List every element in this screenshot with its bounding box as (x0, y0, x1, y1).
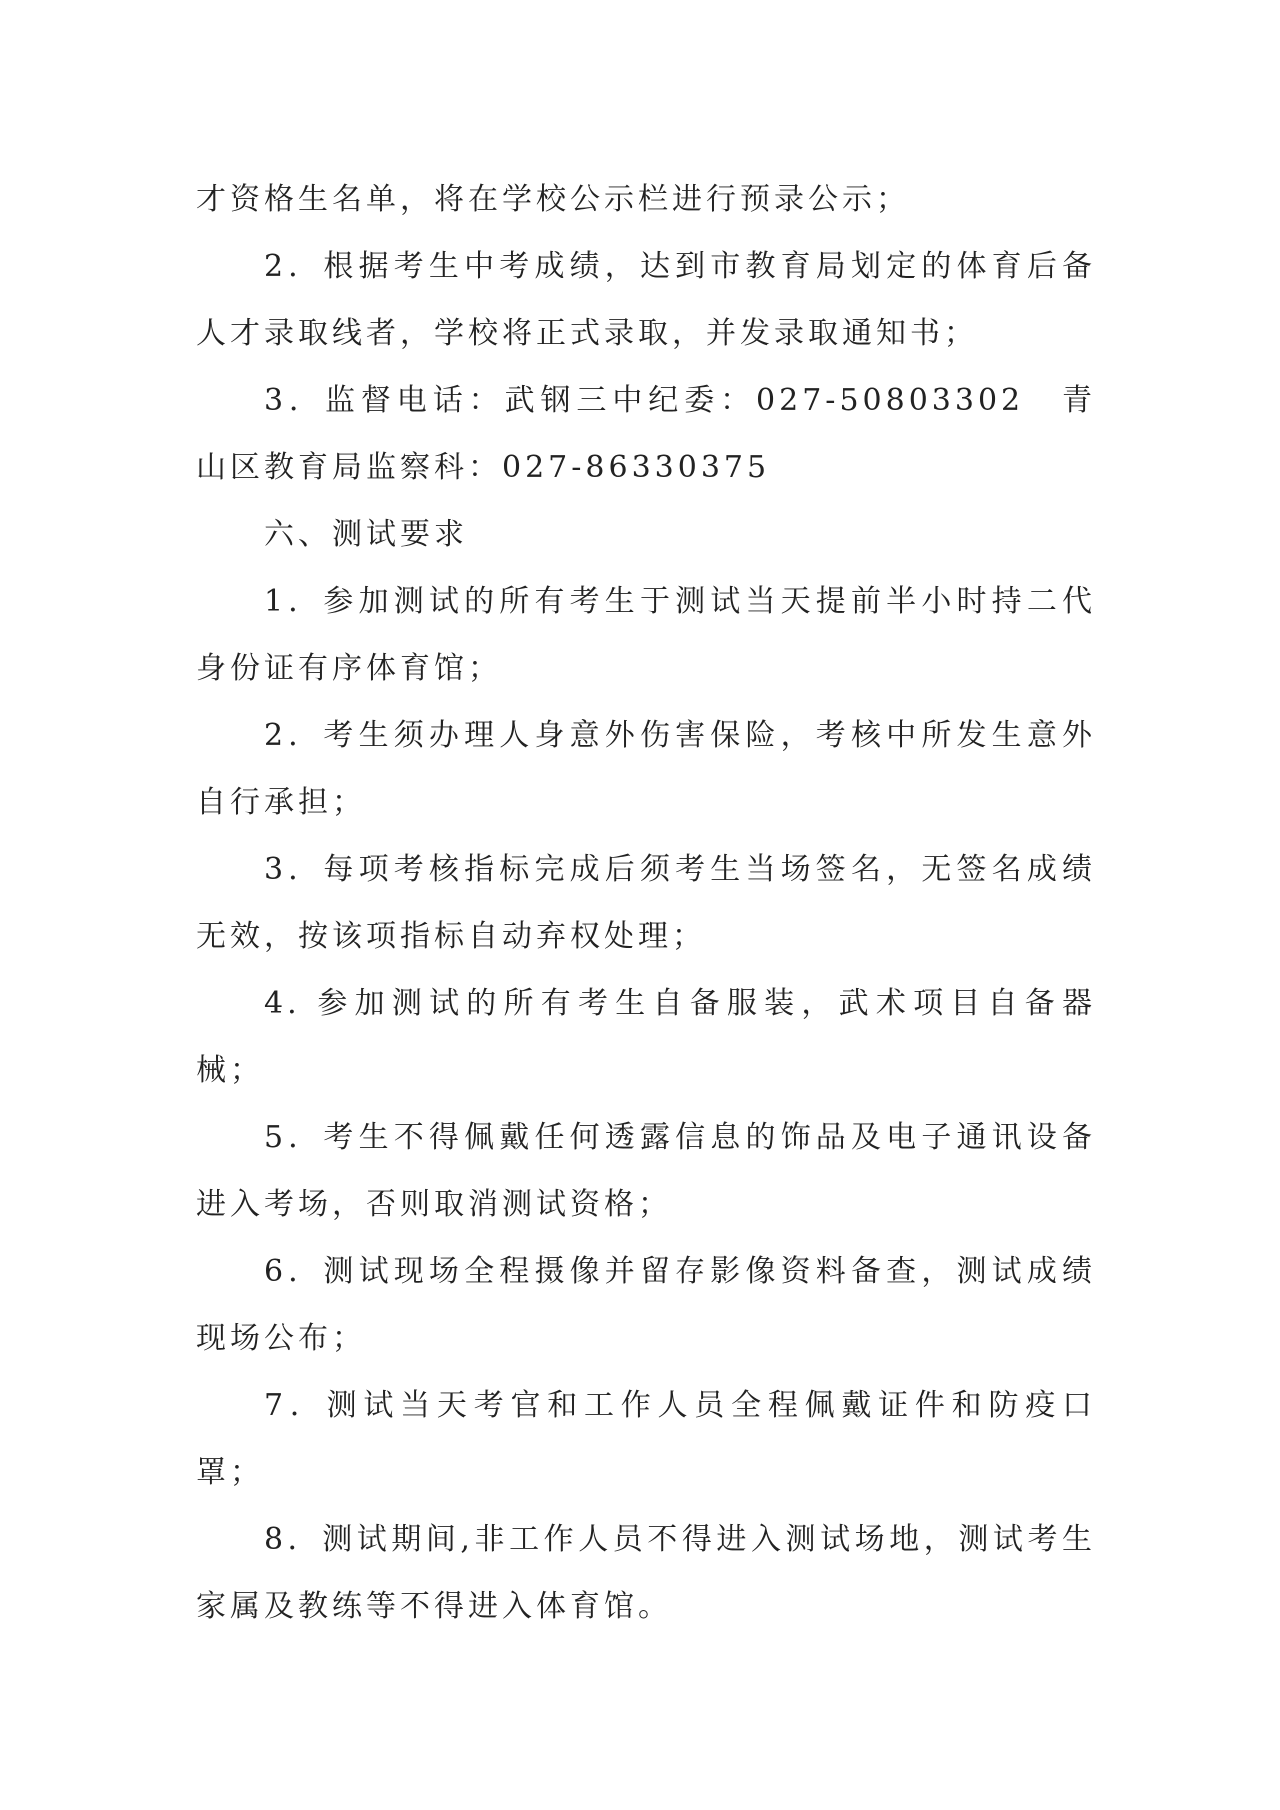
paragraph-continuation: 才资格生名单，将在学校公示栏进行预录公示； (196, 182, 910, 217)
requirement-3: 3．每项考核指标完成后须考生当场签名，无签名成绩无效，按该项指标自动弃权处理； (196, 852, 1096, 954)
section-heading-test-requirements: 六、测试要求 (264, 517, 468, 552)
requirement-6: 6．测试现场全程摄像并留存影像资料备查，测试成绩现场公布； (196, 1254, 1096, 1356)
requirement-2: 2．考生须办理人身意外伤害保险，考核中所发生意外自行承担； (196, 718, 1096, 820)
paragraph-supervision-phone: 3．监督电话：武钢三中纪委：027-50803302 青山区教育局监察科：027-86330375 (196, 383, 1096, 485)
requirement-1: 1．参加测试的所有考生于测试当天提前半小时持二代身份证有序体育馆； (196, 584, 1096, 686)
document-body (196, 166, 1096, 1640)
requirement-4: 4. 参加测试的所有考生自备服装，武术项目自备器械； (196, 986, 1096, 1088)
paragraph-admission-2: 2．根据考生中考成绩，达到市教育局划定的体育后备人才录取线者，学校将正式录取，并发录取通知书； (196, 249, 1096, 351)
requirement-5: 5．考生不得佩戴任何透露信息的饰品及电子通讯设备进入考场，否则取消测试资格； (196, 1120, 1096, 1222)
requirement-7: 7．测试当天考官和工作人员全程佩戴证件和防疫口罩； (196, 1388, 1096, 1490)
requirement-8: 8．测试期间,非工作人员不得进入测试场地，测试考生家属及教练等不得进入体育馆。 (196, 1522, 1096, 1624)
